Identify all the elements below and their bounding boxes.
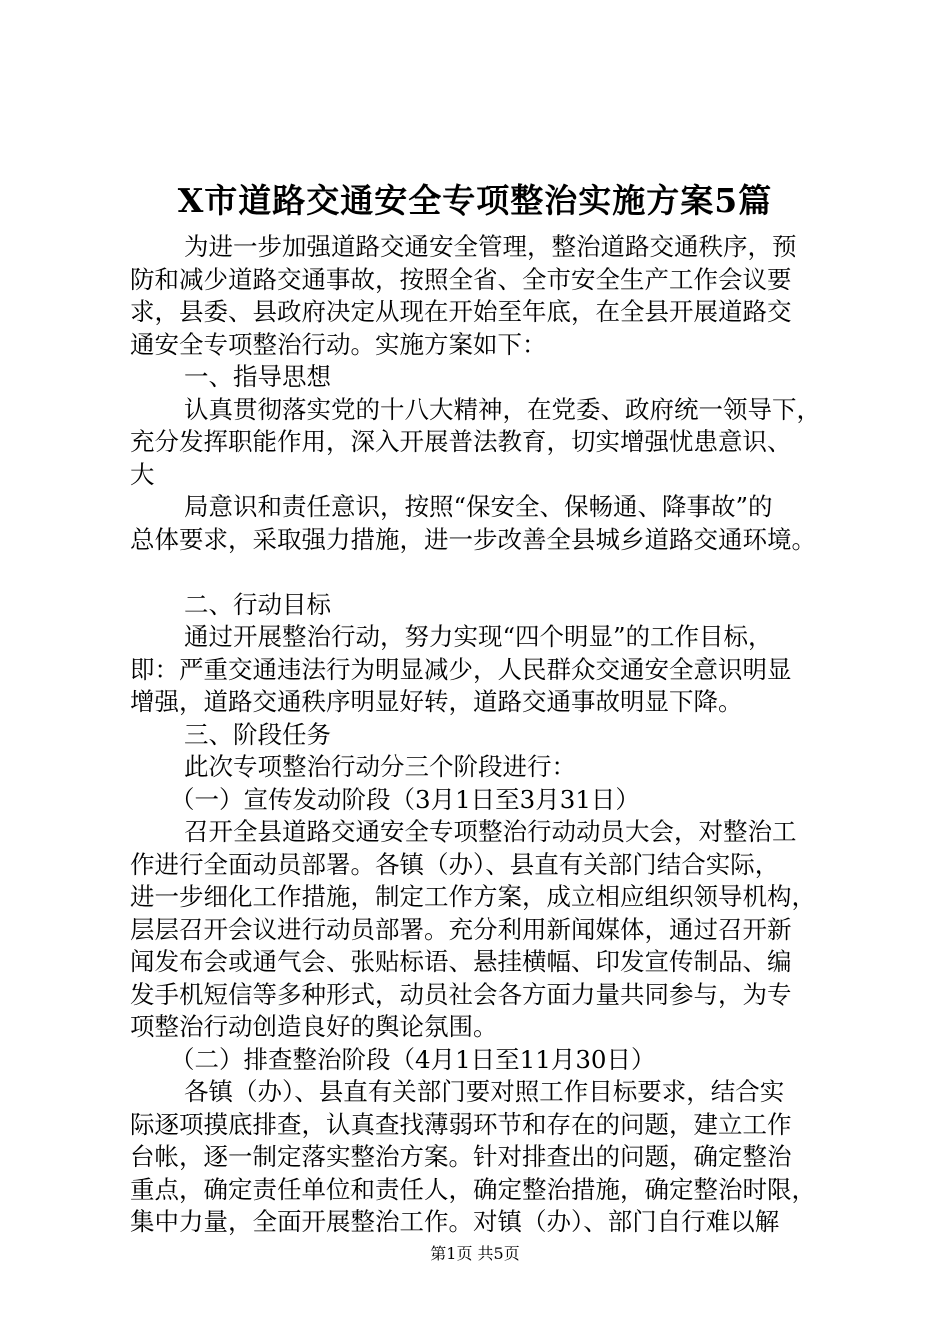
- paragraph-line: 为进一步加强道路交通安全管理，整治道路交通秩序，预: [184, 232, 797, 261]
- paragraph-line: 大: [130, 459, 155, 489]
- paragraph-line: 认真贯彻落实党的十八大精神，在党委、政府统一领导下，: [184, 394, 821, 424]
- blank-line: [130, 556, 835, 589]
- paragraph-line: 充分发挥职能作用，深入开展普法教育，切实增强忧患意识、: [130, 427, 792, 456]
- subsection-heading: （一）宣传发动阶段（3月1日至3月31日）: [170, 784, 640, 814]
- paragraph-line: 通安全专项整治行动。实施方案如下：: [130, 329, 547, 359]
- paragraph-line: 台帐，逐一制定落实整治方案。针对排查出的问题，确定整治: [130, 1142, 792, 1171]
- document-title: X市道路交通安全专项整治实施方案5篇: [177, 181, 773, 220]
- paragraph-line: 即：严重交通违法行为明显减少，人民群众交通安全意识明显: [130, 654, 792, 684]
- paragraph-line: 际逐项摸底排查，认真查找薄弱环节和存在的问题，建立工作: [130, 1109, 792, 1139]
- paragraph-line: 求，县委、县政府决定从现在开始至年底，在全县开展道路交: [130, 297, 792, 326]
- paragraph-line: 局意识和责任意识，按照“保安全、保畅通、降事故”的: [184, 492, 773, 521]
- paragraph-line: 闻发布会或通气会、张贴标语、悬挂横幅、印发宣传制品、编: [130, 947, 792, 976]
- paragraph-line: 作进行全面动员部署。各镇（办）、县直有关部门结合实际，: [130, 849, 780, 879]
- paragraph-line: 层层召开会议进行动员部署。充分利用新闻媒体，通过召开新: [130, 914, 792, 944]
- paragraph-line: 此次专项整治行动分三个阶段进行：: [184, 752, 576, 781]
- paragraph-line: 重点，确定责任单位和责任人，确定整治措施，确定整治时限，: [130, 1174, 816, 1204]
- paragraph-line: 总体要求，采取强力措施，进一步改善全县城乡道路交通环境。: [130, 524, 816, 554]
- paragraph-line: 增强，道路交通秩序明显好转，道路交通事故明显下降。: [130, 687, 743, 716]
- paragraph-line: 项整治行动创造良好的舆论氛围。: [130, 1012, 498, 1041]
- paragraph-line: 通过开展整治行动，努力实现“四个明显”的工作目标，: [184, 622, 773, 651]
- paragraph-line: 防和减少道路交通事故，按照全省、全市安全生产工作会议要: [130, 264, 792, 294]
- page-number-footer: 第1页 共5页: [430, 1244, 520, 1263]
- section-heading: 一、指导思想: [184, 362, 331, 391]
- section-heading: 三、阶段任务: [184, 719, 331, 749]
- paragraph-line: 集中力量，全面开展整治工作。对镇（办）、部门自行难以解: [130, 1207, 780, 1236]
- section-heading: 二、行动目标: [184, 589, 331, 619]
- paragraph-line: 进一步细化工作措施，制定工作方案，成立相应组织领导机构，: [130, 882, 816, 911]
- paragraph-line: 各镇（办）、县直有关部门要对照工作目标要求，结合实: [184, 1077, 785, 1106]
- paragraph-line: 召开全县道路交通安全专项整治行动动员大会，对整治工: [184, 817, 797, 846]
- document-body: [130, 231, 835, 1239]
- paragraph-line: 发手机短信等多种形式，动员社会各方面力量共同参与，为专: [130, 979, 792, 1009]
- subsection-heading: （二）排查整治阶段（4月1日至11月30日）: [170, 1044, 656, 1074]
